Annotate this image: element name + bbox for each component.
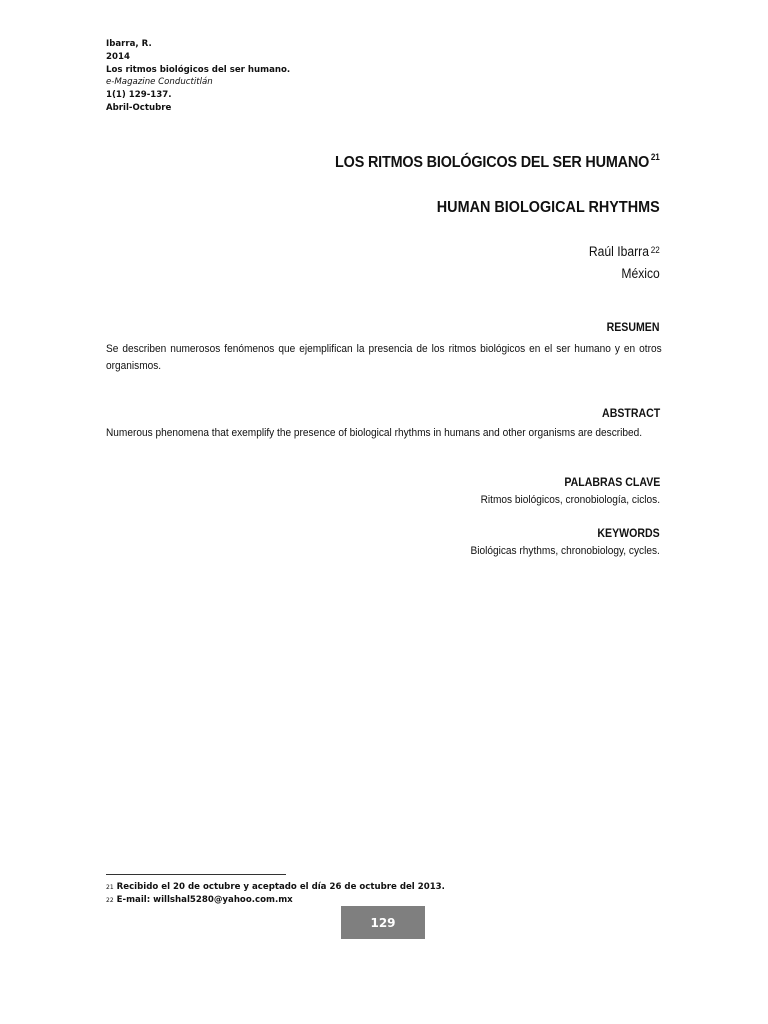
header-year: 2014 <box>106 51 130 62</box>
author-footnote-mark[interactable]: 22 <box>650 245 660 255</box>
article-title-english: HUMAN BIOLOGICAL RHYTHMS <box>437 199 660 216</box>
footnote-21 <box>106 881 445 894</box>
keywords-text: Biológicas rhythms, chronobiology, cycles. <box>470 545 660 557</box>
author-name-line <box>589 241 660 263</box>
author-country: México <box>621 266 660 281</box>
footnotes <box>106 881 445 907</box>
footnote-divider <box>106 874 286 875</box>
header-journal: e-Magazine Conductitlán <box>106 77 213 88</box>
title-footnote-mark[interactable]: 21 <box>651 152 660 162</box>
article-title-spanish <box>335 154 660 172</box>
header-author: Ibarra, R. <box>106 39 152 49</box>
abstract-text: Numerous phenomena that exemplify the presence of biological rhythms in humans and other organisms are described. <box>106 427 643 439</box>
footnote-mark: 21 <box>106 884 114 891</box>
footnote-text: Recibido el 20 de octubre y aceptado el día 26 de octubre del 2013. <box>116 882 445 892</box>
author-block <box>589 241 660 285</box>
header-article-title: Los ritmos biológicos del ser humano. <box>106 64 291 75</box>
footnote-mark: 22 <box>106 897 114 904</box>
resumen-text: Se describen numerosos fenómenos que ejemplifican la presencia de los ritmos biológicos en el ser humano y en otros organismos. <box>106 343 662 372</box>
running-header <box>106 38 290 115</box>
author-name: Raúl Ibarra <box>589 244 650 259</box>
palabras-clave-text: Ritmos biológicos, cronobiología, ciclos. <box>480 494 660 506</box>
keywords-heading: KEYWORDS <box>597 528 660 540</box>
article-title-spanish-text: LOS RITMOS BIOLÓGICOS DEL SER HUMANO <box>335 154 650 171</box>
header-period: Abril-Octubre <box>106 102 172 113</box>
abstract-heading: ABSTRACT <box>601 408 660 420</box>
palabras-clave-heading: PALABRAS CLAVE <box>563 477 660 489</box>
resumen-heading: RESUMEN <box>607 322 660 334</box>
header-volume: 1(1) 129-137. <box>106 90 172 101</box>
page-number: 129 <box>341 906 425 939</box>
footnote-email[interactable]: E-mail: willshal5280@yahoo.com.mx <box>116 895 293 905</box>
